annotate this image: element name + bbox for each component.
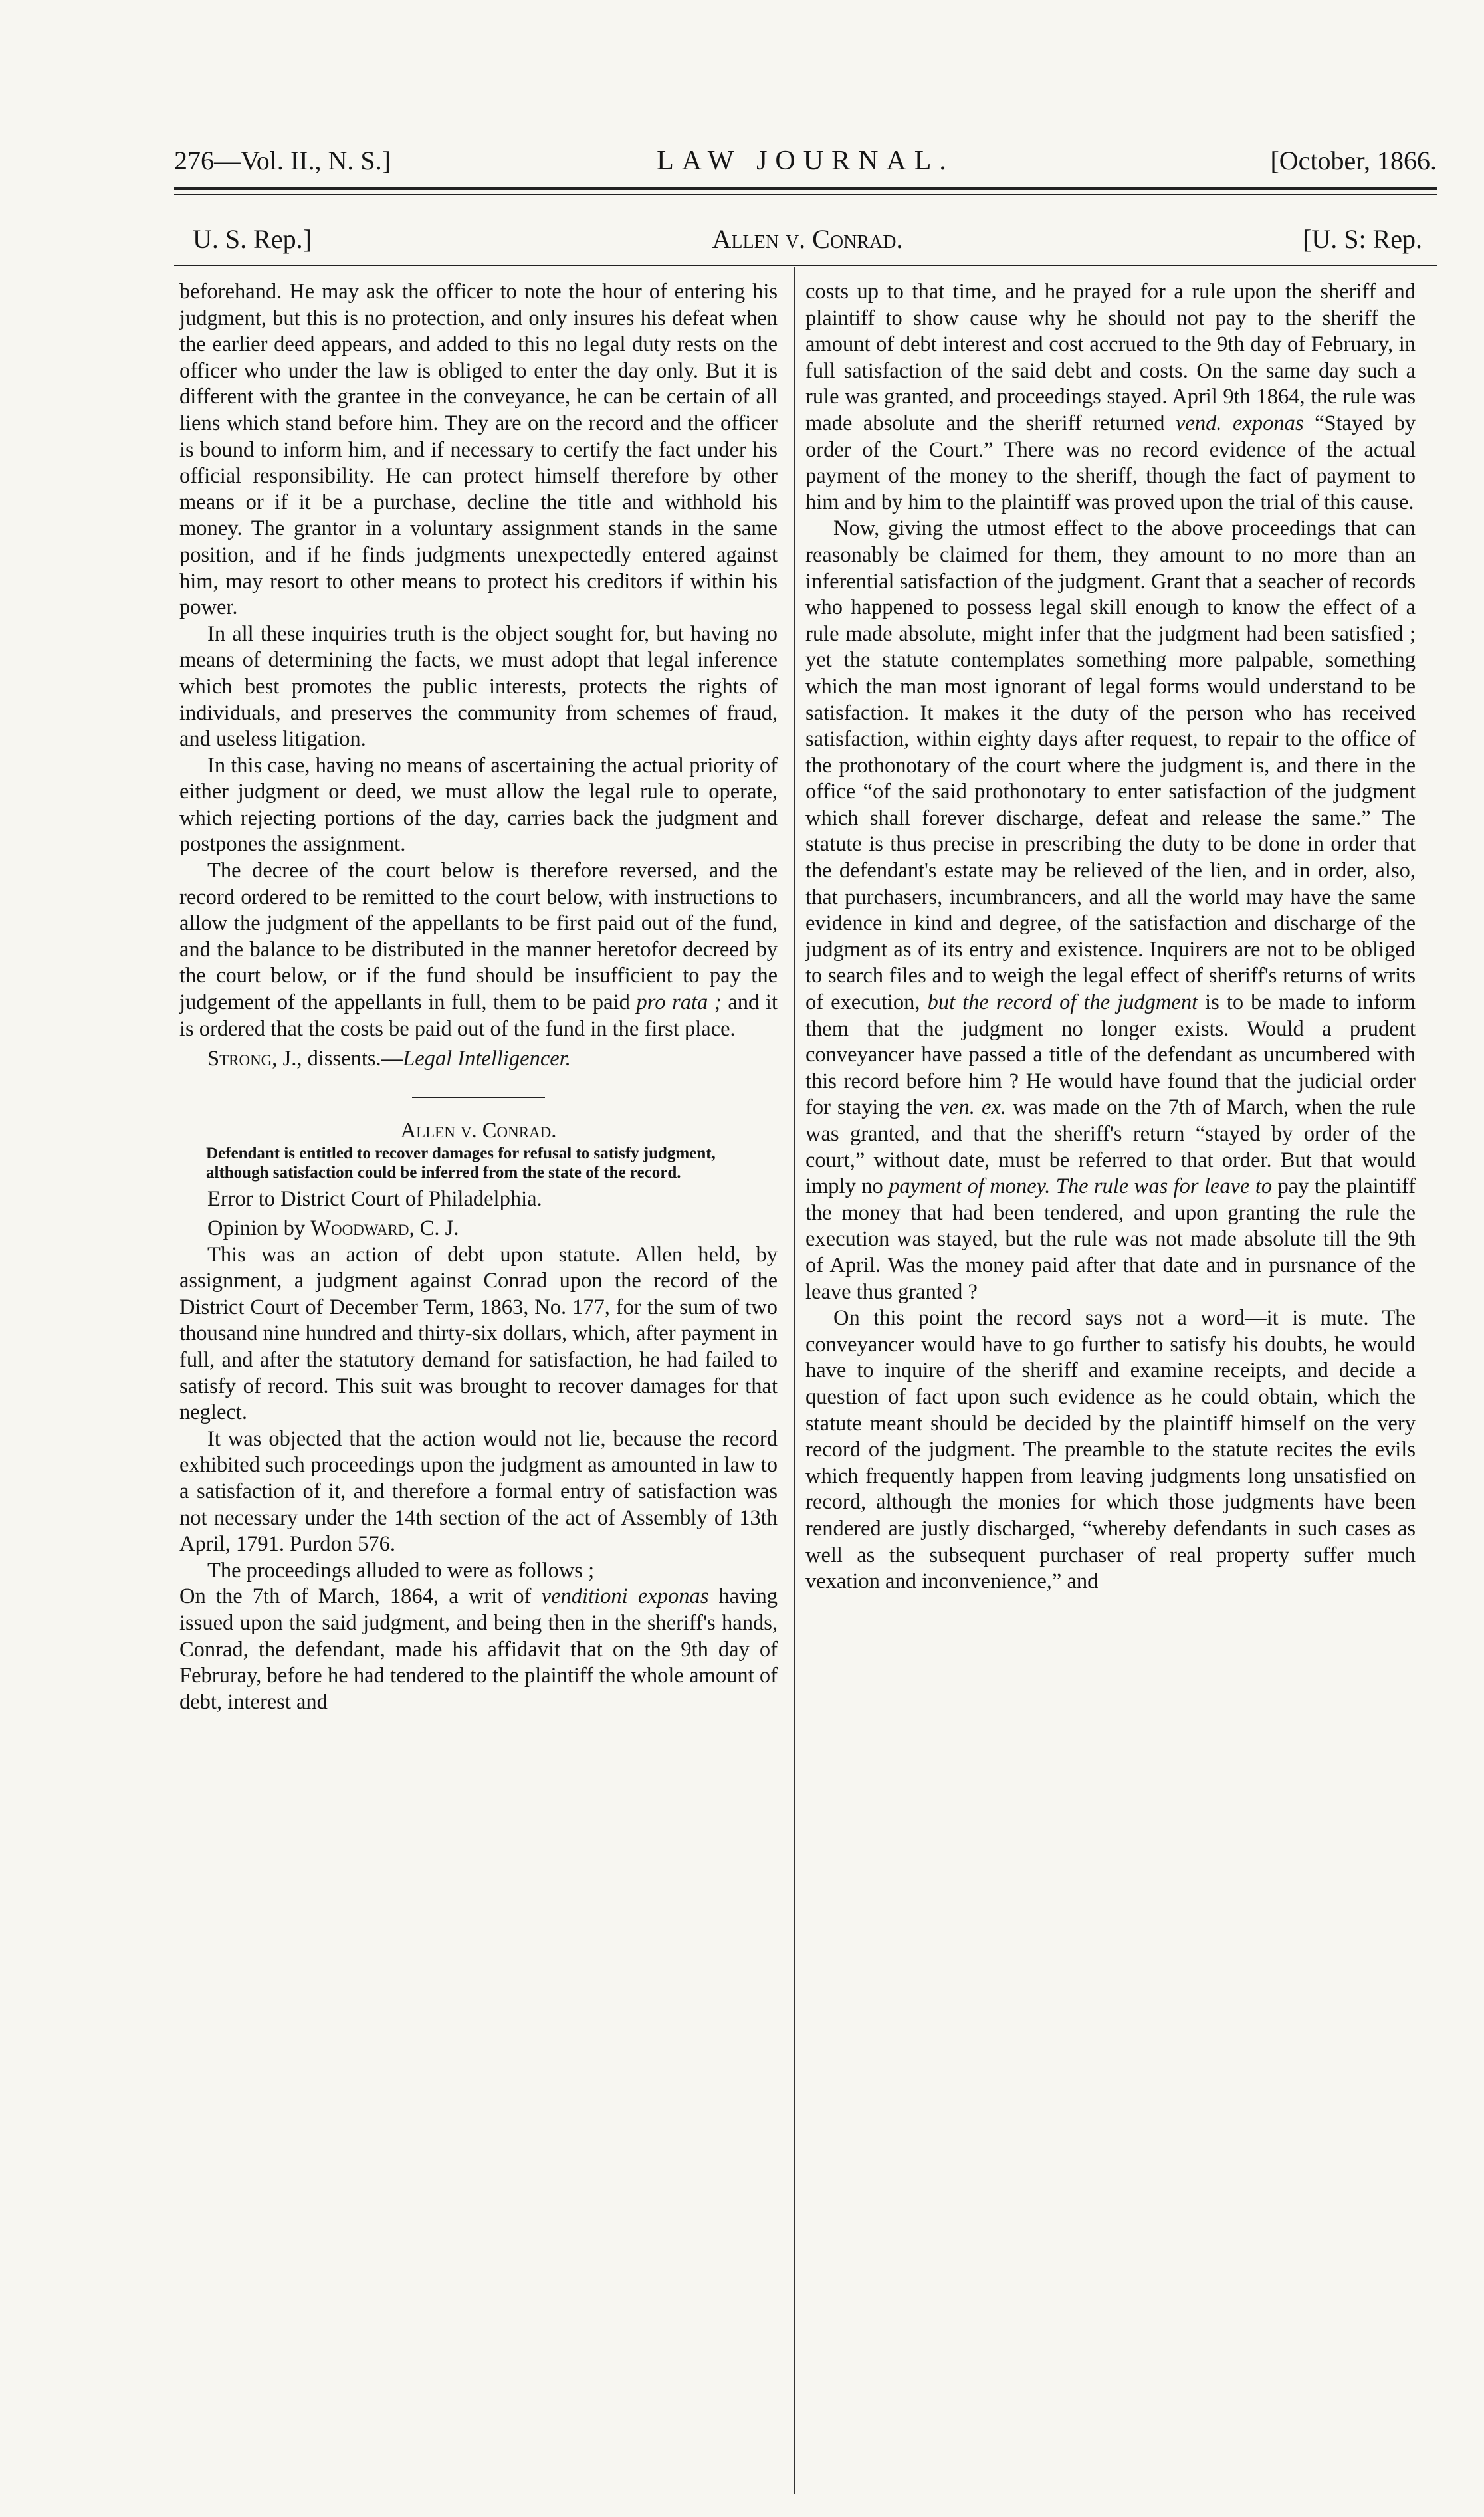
text-run: “Stayed by order of the Court.” There was no record evidence of the actual payment of the money to the sheriff, though the fact of payment to him and by him to the plaintiff was proved upon the trial of this cause. (805, 411, 1416, 514)
subheader-reporter-left: U. S. Rep.] (193, 224, 312, 254)
text-run: was made on the 7th of March, when the rule was granted, and that the sheriff's return “stayed by order of the court,” without date, must be referred to that order. But that would imply no (805, 1095, 1416, 1199)
text-run: The decree of the court below is therefore reversed, and the record ordered to be remitted to the court below, with instructions to allow the judgment of the appellants to be first paid out of the fund, and the balance to be distributed in the manner heretofor decreed by the court below, or if the fund should be insufficient to pay the judgement of the appellants in full, them to be paid (179, 859, 778, 1015)
text-run: Opinion by (207, 1216, 311, 1240)
paragraph: It was objected that the action would not lie, because the record exhibited such proceedings upon the judgment as amounted in law to a satisfaction of it, and therefore a formal entry of satisfaction was not necessary under the 14th section of the act of Assembly of 13th April, 1791. Purdon 576. (179, 1426, 778, 1557)
subheader-case-name: Allen v. Conrad. (712, 224, 903, 254)
text-run: and it is ordered that the costs be paid out of the fund in the first place. (179, 990, 778, 1041)
section-separator (412, 1097, 545, 1098)
paragraph (805, 516, 1416, 1305)
justice-name: Strong, J., (207, 1047, 302, 1071)
headnote: Defendant is entitled to recover damages for refusal to satisfy judgment, although satisfaction could be inferred from the state of the record. (206, 1145, 716, 1182)
column-divider (794, 267, 795, 2494)
header-volume: 276—Vol. II., N. S.] (174, 146, 391, 175)
paragraph (179, 858, 778, 1042)
italic-run: vend. exponas (1176, 411, 1304, 435)
italic-run: but the record of the judgment (927, 990, 1198, 1015)
text-run: pay the plaintiff the money that had been tendered, and upon granting the rule the execution was stayed, but the rule was not made absolute till the 9th of April. Was the money paid after that date and in pursnance of the leave thus granted ? (805, 1174, 1416, 1304)
justice-name: Woodward, C. J. (310, 1216, 459, 1240)
italic-run: pro rata ; (636, 990, 722, 1015)
header-rule-thin (174, 194, 1437, 195)
paragraph: This was an action of debt upon statute. Allen held, by assignment, a judgment against Conrad upon the record of the District Court of December Term, 1863, No. 177, for the sum of two thousand nine hundred and thirty-six dollars, which, after payment in full, and after the statutory demand for satisfaction, he had failed to satisfy of record. This suit was brought to recover damages for that neglect. (179, 1242, 778, 1425)
italic-run: venditioni exponas (541, 1585, 709, 1609)
paragraph (805, 279, 1416, 516)
text-run: dissents.— (302, 1047, 403, 1071)
subheader-reporter-right: [U. S: Rep. (1303, 224, 1422, 254)
paragraph: On this point the record says not a word—it is mute. The conveyancer would have to go further to satisfy his doubts, he would have to inquire of the sheriff and examine receipts, and decide a question of fact upon such evidence as he could obtain, which the statute meant should be decided by the plaintiff himself on the very record of the judgment. The preamble to the statute recites the evils which frequently happen from leaving judgments long unsatisfied on record, although the monies for which those judgments have been rendered are justly discharged, “whereby defendants in such cases as well as the subsequent purchaser of real property suffer much vexation and inconvenience,” and (805, 1306, 1416, 1594)
error-line: Error to District Court of Philadelphia. (207, 1187, 542, 1212)
text-run: costs up to that time, and he prayed for a rule upon the sheriff and plaintiff to show cause why he should not pay to the sheriff the amount of debt interest and cost accrued to the 9th day of February, in full satisfaction of the said debt and costs. On the same day such a rule was granted, and proceedings stayed. April 9th 1864, the rule was made absolute and the sheriff returned (805, 280, 1416, 435)
text-run: is to be made to inform them that the judgment no longer exists. Would a prudent conveyancer have passed a title of the defendant as uncumbered with this record before him ? He would have found that the judicial order for staying the (805, 990, 1416, 1120)
header-date: [October, 1866. (1270, 146, 1437, 175)
text-run: having issued upon the said judgment, and being then in the sheriff's hands, Conrad, the defendant, made his affidavit that on the 9th day of Februray, before he had tendered to the plaintiff the whole amount of debt, interest and (179, 1585, 778, 1714)
paragraph (179, 1584, 778, 1715)
paragraph: In this case, having no means of ascertaining the actual priority of either judgment or deed, we must allow the legal rule to operate, which rejecting portions of the day, carries back the judgment and postpones the assignment. (179, 753, 778, 857)
paragraph: In all these inquiries truth is the object sought for, but having no means of determining the facts, we must adopt that legal inference which best promotes the public interests, protects the rights of individuals, and preserves the community from schemes of fraud, and useless litigation. (179, 621, 778, 752)
italic-run: ven. ex. (939, 1095, 1006, 1120)
running-header (174, 141, 1437, 181)
italic-run: payment of money. The rule was for leave to (889, 1174, 1273, 1199)
left-column (179, 279, 778, 1715)
dissent-note (179, 1046, 778, 1073)
subheader-rule (174, 265, 1437, 266)
source-citation: Legal Intelligencer. (403, 1047, 571, 1071)
right-column (805, 279, 1416, 1595)
header-journal-title: LAW JOURNAL. (657, 146, 954, 176)
paragraph: beforehand. He may ask the officer to note the hour of entering his judgment, but this is no protection, and only insures his defeat when the earlier deed appears, and added to this no legal duty rests on the officer who under the law is obliged to enter the day only. But it is different with the grantee in the conveyance, he can be certain of all liens which stand before him. They are on the record and the officer is bound to inform him, and if necessary to certify the fact under his official responsibility. He can protect himself therefore by other means or if it be a purchase, decline the title and withhold his money. The grantor in a voluntary assignment stands in the same position, and if he finds judgments unexpectedly entered against him, may resort to other means to protect his creditors if within his power. (179, 280, 778, 620)
text-run: Now, giving the utmost effect to the above proceedings that can reasonably be claimed for them, they amount to no more than an inferential satisfaction of the judgment. Grant that a seacher of records who happened to possess legal skill enough to know the effect of a rule made absolute, might infer that the judgment had been satisfied ; yet the statute contemplates something more palpable, something which the man most ignorant of legal forms would understand to be satisfaction. It makes it the duty of the person who has received satisfaction, within eighty days after request, to repair to the office of the prothonotary of the court where the judgment is, and there in the office “of the said prothonotary to enter satisfaction of the judgment which shall forever discharge, defeat and release the same.” The statute is thus precise in prescribing the duty to be done in order that the defendant's estate may be relieved of the lien, and in order, also, that purchasers, incumbrancers, and all the world may have the same evidence in kind and degree, of the satisfaction and discharge of the judgment as of its entry and existence. Inquirers are not to be obliged to search files and to weigh the legal effect of sheriff's returns of writs of execution, (805, 516, 1416, 1015)
case-subheader (193, 219, 1422, 259)
text-run: On the 7th of March, 1864, a writ of (179, 1585, 542, 1609)
opinion-line (179, 1216, 778, 1242)
case-title: Allen v. Conrad. (400, 1118, 557, 1143)
header-rule-thick (174, 187, 1437, 190)
paragraph: The proceedings alluded to were as follows ; (207, 1558, 595, 1583)
